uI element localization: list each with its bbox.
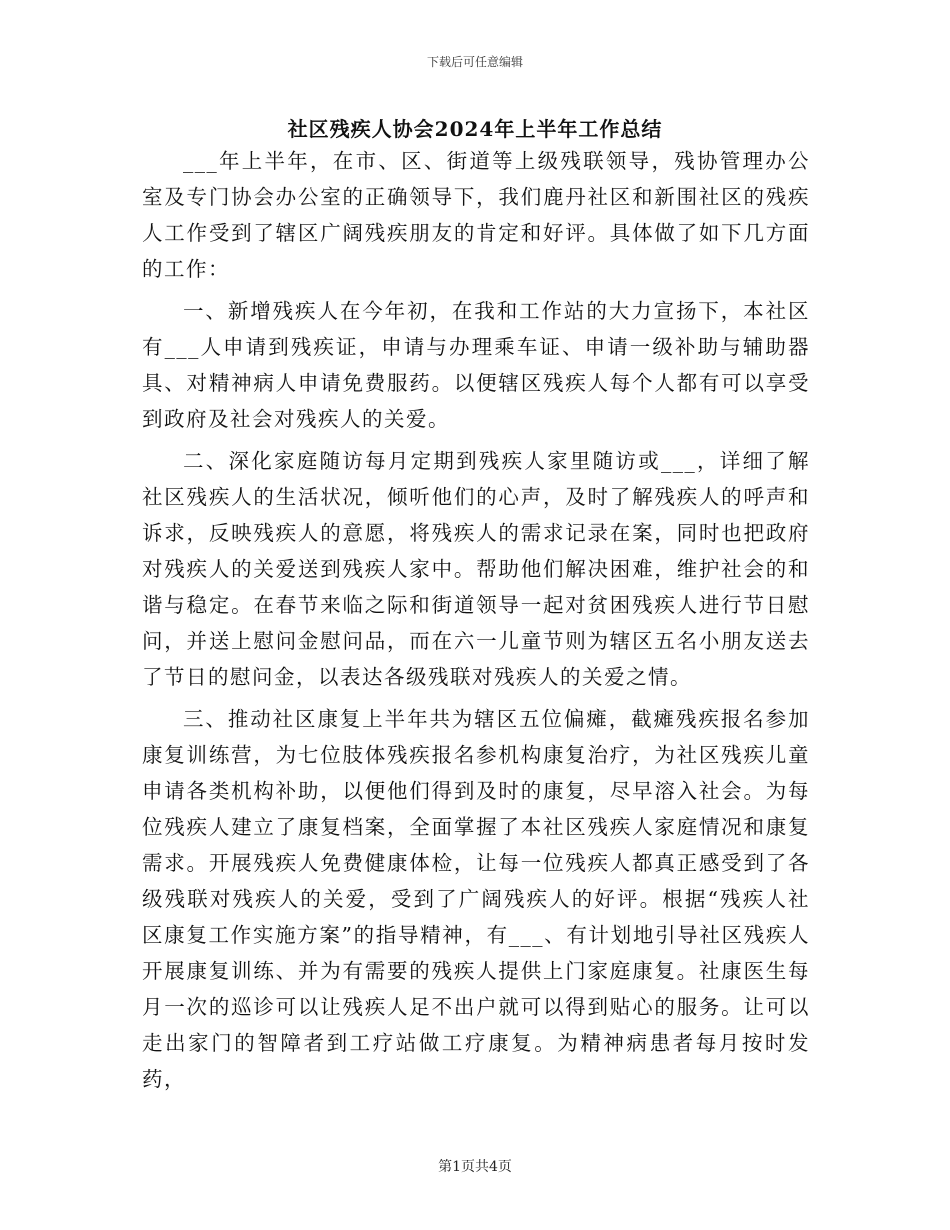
paragraph-intro: ___年上半年，在市、区、街道等上级残联领导，残协管理办公室及专门协会办公室的正确领导下，我们鹿丹社区和新围社区的残疾人工作受到了辖区广阔残疾朋友的肯定和好评。具体做了如下几方面的工作： [142,149,810,281]
paragraph-section-2: 二、深化家庭随访每月定期到残疾人家里随访或___，详细了解社区残疾人的生活状况，倾听他们的心声，及时了解残疾人的呼声和诉求，反映残疾人的意愿，将残疾人的需求记录在案，同时也把政府对残疾人的关爱送到残疾人家中。帮助他们解决困难，维护社会的和谐与稳定。在春节来临之际和街道领导一起对贫困残疾人进行节日慰问，并送上慰问金慰问品，而在六一儿童节则为辖区五名小朋友送去了节日的慰问金，以表达各级残联对残疾人的关爱之情。 [142,449,810,689]
header-note: 下载后可任意编辑 [426,55,523,69]
page-number: 第1页共4页 [438,1159,512,1175]
document-body [142,143,810,1103]
paragraph-section-3: 三、推动社区康复上半年共为辖区五位偏瘫，截瘫残疾报名参加康复训练营，为七位肢体残疾报名参机构康复治疗，为社区残疾儿童申请各类机构补助，以便他们得到及时的康复，尽早溶入社会。为每位残疾人建立了康复档案，全面掌握了本社区残疾人家庭情况和康复需求。开展残疾人免费健康体检，让每一位残疾人都真正感受到了各级残联对残疾人的关爱，受到了广阔残疾人的好评。根据“残疾人社区康复工作实施方案”的指导精神，有___、有计划地引导社区残疾人开展康复训练、并为有需要的残疾人提供上门家庭康复。社康医生每月一次的巡诊可以让残疾人足不出户就可以得到贴心的服务。让可以走出家门的智障者到工疗站做工疗康复。为精神病患者每月按时发药， [142,707,810,1091]
document-title: 社区残疾人协会2024年上半年工作总结 [287,117,663,141]
paragraph-section-1: 一、新增残疾人在今年初，在我和工作站的大力宣扬下，本社区有___人申请到残疾证，申请与办理乘车证、申请一级补助与辅助器具、对精神病人申请免费服药。以便辖区残疾人每个人都有可以享受到政府及社会对残疾人的关爱。 [142,299,810,431]
